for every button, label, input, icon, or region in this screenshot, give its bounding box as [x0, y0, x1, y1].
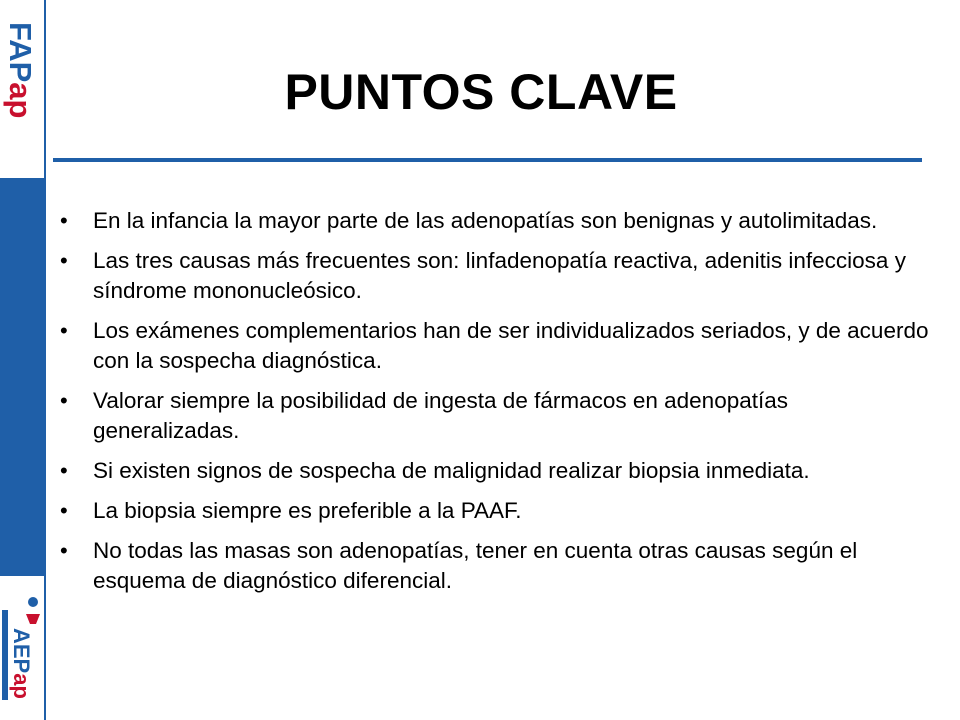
bullet-item: [60, 316, 930, 376]
bullet-icon: •: [60, 318, 68, 343]
bullet-item: [60, 206, 930, 236]
aepap-logo: [0, 580, 44, 718]
key-points-list: [60, 206, 930, 606]
bullet-item: [60, 246, 930, 306]
bullet-text: Los exámenes complementarios han de ser individualizados seriados, y de acuerdo con la sospecha diagnóstica.: [93, 318, 929, 373]
bullet-text: No todas las masas son adenopatías, tener en cuenta otras causas según el esquema de diagnóstico diferencial.: [93, 538, 858, 593]
bullet-item: [60, 386, 930, 446]
bullet-text: La biopsia siempre es preferible a la PAAF.: [93, 498, 522, 523]
bullet-icon: •: [60, 388, 68, 413]
bullet-text: Valorar siempre la posibilidad de ingesta de fármacos en adenopatías generalizadas.: [93, 388, 789, 443]
sidebar: [0, 0, 46, 720]
bullet-icon: •: [60, 458, 68, 483]
svg-text:AEPap: AEPap: [9, 628, 34, 699]
bullet-text: En la infancia la mayor parte de las adenopatías son benignas y autolimitadas.: [93, 208, 878, 233]
bullet-icon: •: [60, 538, 68, 563]
bullet-text: Si existen signos de sospecha de malignidad realizar biopsia inmediata.: [93, 458, 810, 483]
fapap-logo: [0, 0, 46, 150]
bullet-text: Las tres causas más frecuentes son: linfadenopatía reactiva, adenitis infecciosa y síndrome mononucleósico.: [93, 248, 906, 303]
svg-text:FAPap: FAPap: [3, 22, 38, 119]
title-underline: [53, 158, 922, 162]
bullet-icon: •: [60, 208, 68, 233]
bullet-item: [60, 536, 930, 596]
bullet-icon: •: [60, 248, 68, 273]
bullet-item: [60, 456, 930, 486]
bullet-icon: •: [60, 498, 68, 523]
slide-title: PUNTOS CLAVE: [284, 64, 678, 120]
sidebar-blue-bar: [0, 178, 46, 576]
bullet-item: [60, 496, 930, 526]
